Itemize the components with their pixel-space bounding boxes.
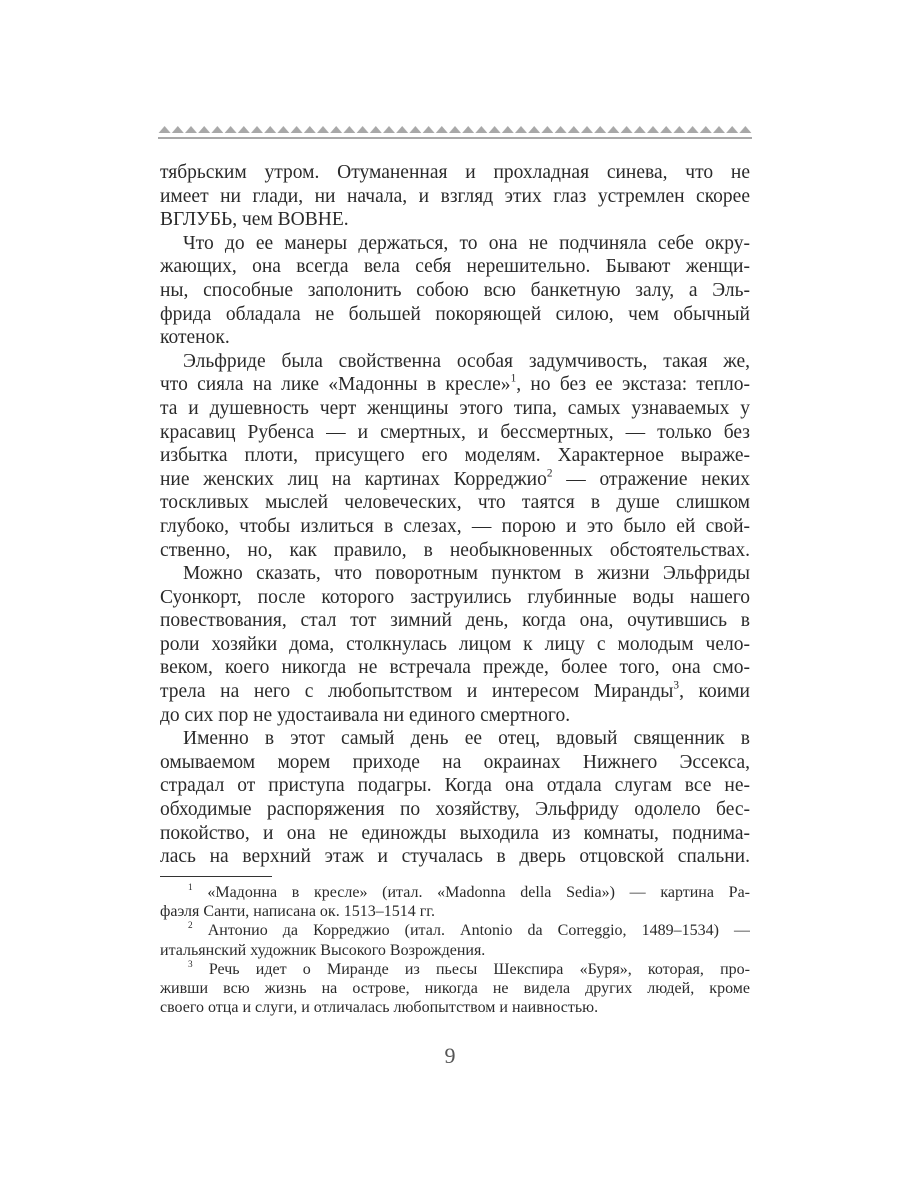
text-line: [160, 491, 750, 515]
line-text: фрида обладала не большей покоряющей силою, чем обычный: [160, 303, 750, 325]
text-line: [160, 609, 750, 633]
line-text: красавиц Рубенса — и смертных, и бессмертных, — только без: [160, 421, 750, 443]
text-line: [160, 586, 750, 610]
text-line: [160, 303, 750, 327]
text-line: [160, 633, 750, 657]
text-line: [160, 397, 750, 421]
line-text: Что до ее манеры держаться, то она не подчиняла себе окру-: [183, 232, 750, 254]
text-line: [160, 350, 750, 374]
ornament-triangles: [158, 125, 752, 134]
footnote-text: Речь идет о Миранде из пьесы Шекспира «Буря», которая, про-: [208, 960, 750, 978]
line-text: Можно сказать, что поворотным пунктом в жизни Эльфриды: [183, 563, 750, 585]
footnote: [160, 921, 750, 959]
text-line: [160, 326, 750, 350]
line-text: страдал от приступа подагры. Когда она отдала слугам все не-: [160, 775, 750, 797]
line-text: Именно в этот самый день ее отец, вдовый священник в: [183, 728, 750, 750]
line-text: , коими: [679, 681, 750, 703]
footnote: [160, 883, 750, 921]
footnote-reference: 3: [673, 680, 680, 692]
text-line: [160, 656, 750, 680]
line-text: избытка плоти, присущего его моделям. Характерное выраже-: [160, 445, 750, 467]
footnote-text: Антонио да Корреджио (итал. Antonio da Correggio, 1489–1534) —: [207, 922, 750, 940]
footnote-separator: [160, 876, 272, 877]
footnote-reference: 1: [510, 373, 517, 385]
paragraph: [160, 562, 750, 727]
text-line: [160, 727, 750, 751]
text-line: [160, 468, 750, 492]
text-line: [160, 185, 750, 209]
text-line: [160, 774, 750, 798]
footnote-reference: 2: [546, 467, 553, 480]
footnote-line: [160, 902, 750, 921]
text-line: [160, 373, 750, 397]
line-text: что сияла на лике «Мадонны в кресле»: [160, 374, 511, 396]
line-text: повествования, стал тот зимний день, когда она, очутившись в: [160, 610, 750, 632]
footnote-text: «Мадонна в кресле» (итал. «Madonna della Sedia») — картина Ра-: [207, 884, 750, 901]
line-text: роли хозяйки дома, столкнулась лицом к лицу с молодым чело-: [160, 633, 750, 655]
text-line: [160, 161, 750, 185]
paragraph: [160, 161, 750, 232]
line-text: , но без ее экстаза: тепло-: [516, 374, 750, 396]
text-line: [160, 279, 750, 303]
footnote-line: [160, 979, 750, 998]
footnote-number: 3: [188, 959, 193, 970]
line-text: ВГЛУБЬ, чем ВОВНЕ.: [160, 209, 349, 231]
header-ornament: [158, 124, 752, 142]
text-line: [160, 704, 750, 728]
line-text: веком, коего никогда не встречала прежде, более того, она смо-: [160, 657, 750, 679]
footnote-text: фаэля Санти, написана ок. 1513–1514 гг.: [160, 903, 436, 921]
body-text: [160, 161, 750, 869]
line-text: тябрьским утром. Отуманенная и прохладная синева, что не: [160, 162, 750, 183]
footnote-line: [160, 883, 750, 902]
text-line: [160, 232, 750, 256]
footnote-line: [160, 941, 750, 960]
line-text: жающих, она всегда вела себя нерешительно. Бывают женщи-: [160, 256, 750, 278]
text-line: [160, 208, 750, 232]
line-text: ственно, но, как правило, в необыкновенных обстоятельствах.: [160, 539, 750, 561]
paragraph: [160, 727, 750, 869]
footnote-line: [160, 998, 750, 1017]
line-text: омываемом морем приходе на окраинах Нижнего Эссекса,: [160, 751, 750, 773]
line-text: та и душевность черт женщины этого типа, самых узнаваемых у: [160, 397, 750, 419]
footnote-line: [160, 921, 750, 940]
line-text: котенок.: [160, 327, 230, 349]
footnote-text: живши всю жизнь на острове, никогда не видела других людей, кроме: [160, 979, 750, 997]
line-text: ние женских лиц на картинах Корреджио: [160, 468, 547, 490]
text-line: [160, 822, 750, 846]
line-text: — отражение неких: [552, 468, 750, 490]
ornament-rule: [158, 137, 752, 139]
footnote-number: 1: [188, 883, 193, 894]
text-line: [160, 751, 750, 775]
line-text: Суонкорт, после которого заструились глубинные воды нашего: [160, 586, 750, 608]
footnote-number: 2: [188, 921, 193, 932]
text-line: [160, 255, 750, 279]
text-line: [160, 680, 750, 704]
line-text: обходимые распоряжения по хозяйству, Эльфриду одолело бес-: [160, 799, 750, 821]
line-text: глубоко, чтобы излиться в слезах, — порою и это было ей свой-: [160, 515, 750, 537]
line-text: до сих пор не удостаивала ни единого смертного.: [160, 704, 571, 726]
text-line: [160, 421, 750, 445]
line-text: ны, способные заполонить собою всю банкетную залу, а Эль-: [160, 279, 750, 301]
text-line: [160, 798, 750, 822]
line-text: лась на верхний этаж и стучалась в дверь отцовской спальни.: [160, 846, 750, 868]
text-line: [160, 444, 750, 468]
paragraph: [160, 232, 750, 350]
line-text: трела на него с любопытством и интересом Миранды: [160, 681, 674, 703]
line-text: тоскливых мыслей человеческих, что таятся в душе слишком: [160, 492, 750, 514]
line-text: покойство, и она не единожды выходила из комнаты, поднима-: [160, 822, 750, 844]
footnotes: [160, 883, 750, 1017]
line-text: имеет ни глади, ни начала, и взгляд этих глаз устремлен скорее: [160, 185, 750, 207]
footnote-text: своего отца и слуги, и отличалась любопытством и наивностью.: [160, 999, 599, 1017]
footnote: [160, 960, 750, 1018]
text-line: [160, 539, 750, 563]
footnote-text: итальянский художник Высокого Возрождения.: [160, 941, 486, 959]
line-text: Эльфриде была свойственна особая задумчивость, такая же,: [183, 350, 750, 372]
text-line: [160, 562, 750, 586]
text-line: [160, 845, 750, 869]
paragraph: [160, 350, 750, 562]
text-line: [160, 515, 750, 539]
page-number: 9: [444, 1043, 456, 1068]
footnote-line: [160, 960, 750, 979]
